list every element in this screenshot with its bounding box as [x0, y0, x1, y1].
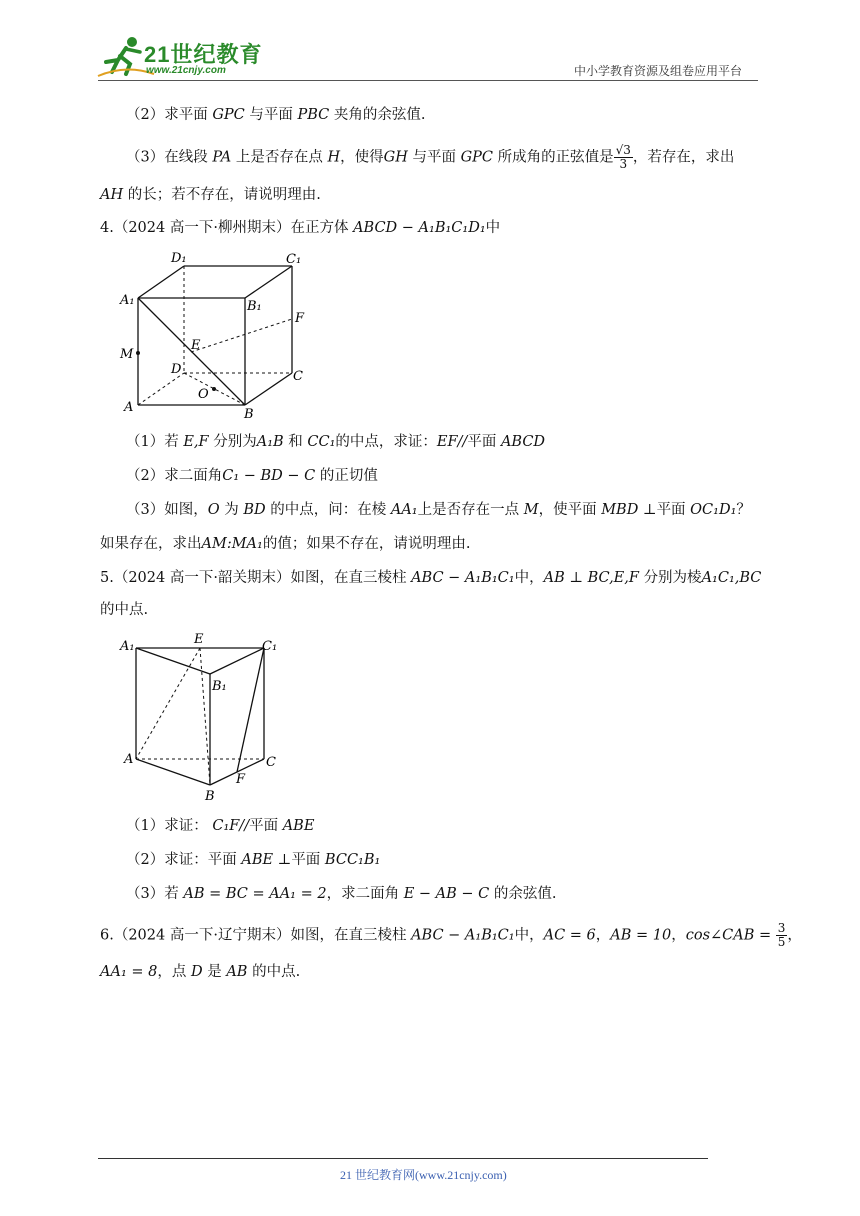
brand-url: www.21cnjy.com [146, 65, 226, 76]
q4-part2: （2）求二面角C₁ − BD − C 的正切值 [126, 468, 378, 484]
q3-part3-line2: AH 的长；若不存在，请说明理由. [100, 187, 321, 203]
label-C: C [293, 369, 303, 384]
q4-part1: （1）若 E,F 分别为A₁B 和 CC₁的中点，求证：EF//平面 ABCD [126, 434, 546, 450]
label-E: E [191, 338, 201, 353]
fraction-3-over-5: $\frac{3}{5}$ [777, 921, 786, 949]
header-rule [98, 80, 758, 81]
label-F: F [295, 311, 305, 326]
label-B: B [205, 789, 215, 803]
cube-figure [116, 246, 316, 421]
q6-heading: 6.（2024 高一下·辽宁期末）如图，在直三棱柱 ABC − A₁B₁C₁中，AC = 6，AB = 10，cos∠CAB = $\frac{3}{5}$ ， [100, 921, 802, 949]
label-O: O [198, 387, 209, 402]
label-B1: B₁ [212, 679, 227, 694]
footer-rule [98, 1158, 708, 1159]
label-C1: C₁ [262, 639, 278, 654]
q3-part2: （2）求平面 GPC 与平面 PBC 夹角的余弦值. [126, 107, 426, 123]
label-F: F [236, 772, 246, 787]
q5-part2: （2）求证：平面 ABE ⊥平面 BCC₁B₁ [126, 852, 381, 868]
prism-figure [118, 628, 288, 803]
label-C1: C₁ [286, 252, 302, 267]
label-A: A [124, 400, 134, 415]
label-D: D [171, 362, 182, 377]
label-M: M [120, 347, 134, 362]
label-A1: A₁ [120, 639, 135, 654]
q4-part3: （3）如图，O 为 BD 的中点，问：在棱 AA₁上是否存在一点 M，使平面 MBD ⊥平面 OC₁D₁？ [126, 502, 751, 518]
brand-name: 21世纪教育 [144, 42, 263, 67]
q3-part3: （3）在线段 PA 上是否存在点 H，使得GH 与平面 GPC 所成角的正弦值是 $\frac{√3}{3}$ ，若存在，求出 [126, 143, 735, 171]
label-D1: D₁ [171, 251, 187, 266]
label-B1: B₁ [247, 299, 262, 314]
q6-heading-line2: AA₁ = 8，点 D 是 AB 的中点. [100, 964, 301, 980]
platform-title: 中小学教育资源及组卷应用平台 [574, 64, 743, 78]
label-B: B [244, 407, 254, 421]
q4-heading: 4.（2024 高一下·柳州期末）在正方体 ABCD − A₁B₁C₁D₁中 [100, 220, 501, 236]
q4-part3-line2: 如果存在，求出AM:MA₁的值；如果不存在，请说明理由. [100, 536, 471, 552]
q5-heading-line2: 的中点. [100, 602, 149, 618]
q5-heading: 5.（2024 高一下·韶关期末）如图，在直三棱柱 ABC − A₁B₁C₁中，AB ⊥ BC,E,F 分别为棱A₁C₁,BC [100, 570, 762, 586]
q5-part3: （3）若 AB = BC = AA₁ = 2，求二面角 E − AB − C 的余弦值. [126, 886, 557, 902]
footer-text: 21 世纪教育网(www.21cnjy.com) [340, 1168, 507, 1182]
q5-part1: （1）求证： C₁F//平面 ABE [126, 818, 315, 834]
label-A1: A₁ [120, 293, 135, 308]
label-A: A [124, 752, 134, 767]
label-C: C [266, 755, 276, 770]
fraction-sqrt3-over-3: $\frac{√3}{3}$ [615, 143, 631, 171]
header-logo [96, 34, 266, 80]
label-E: E [194, 632, 204, 647]
